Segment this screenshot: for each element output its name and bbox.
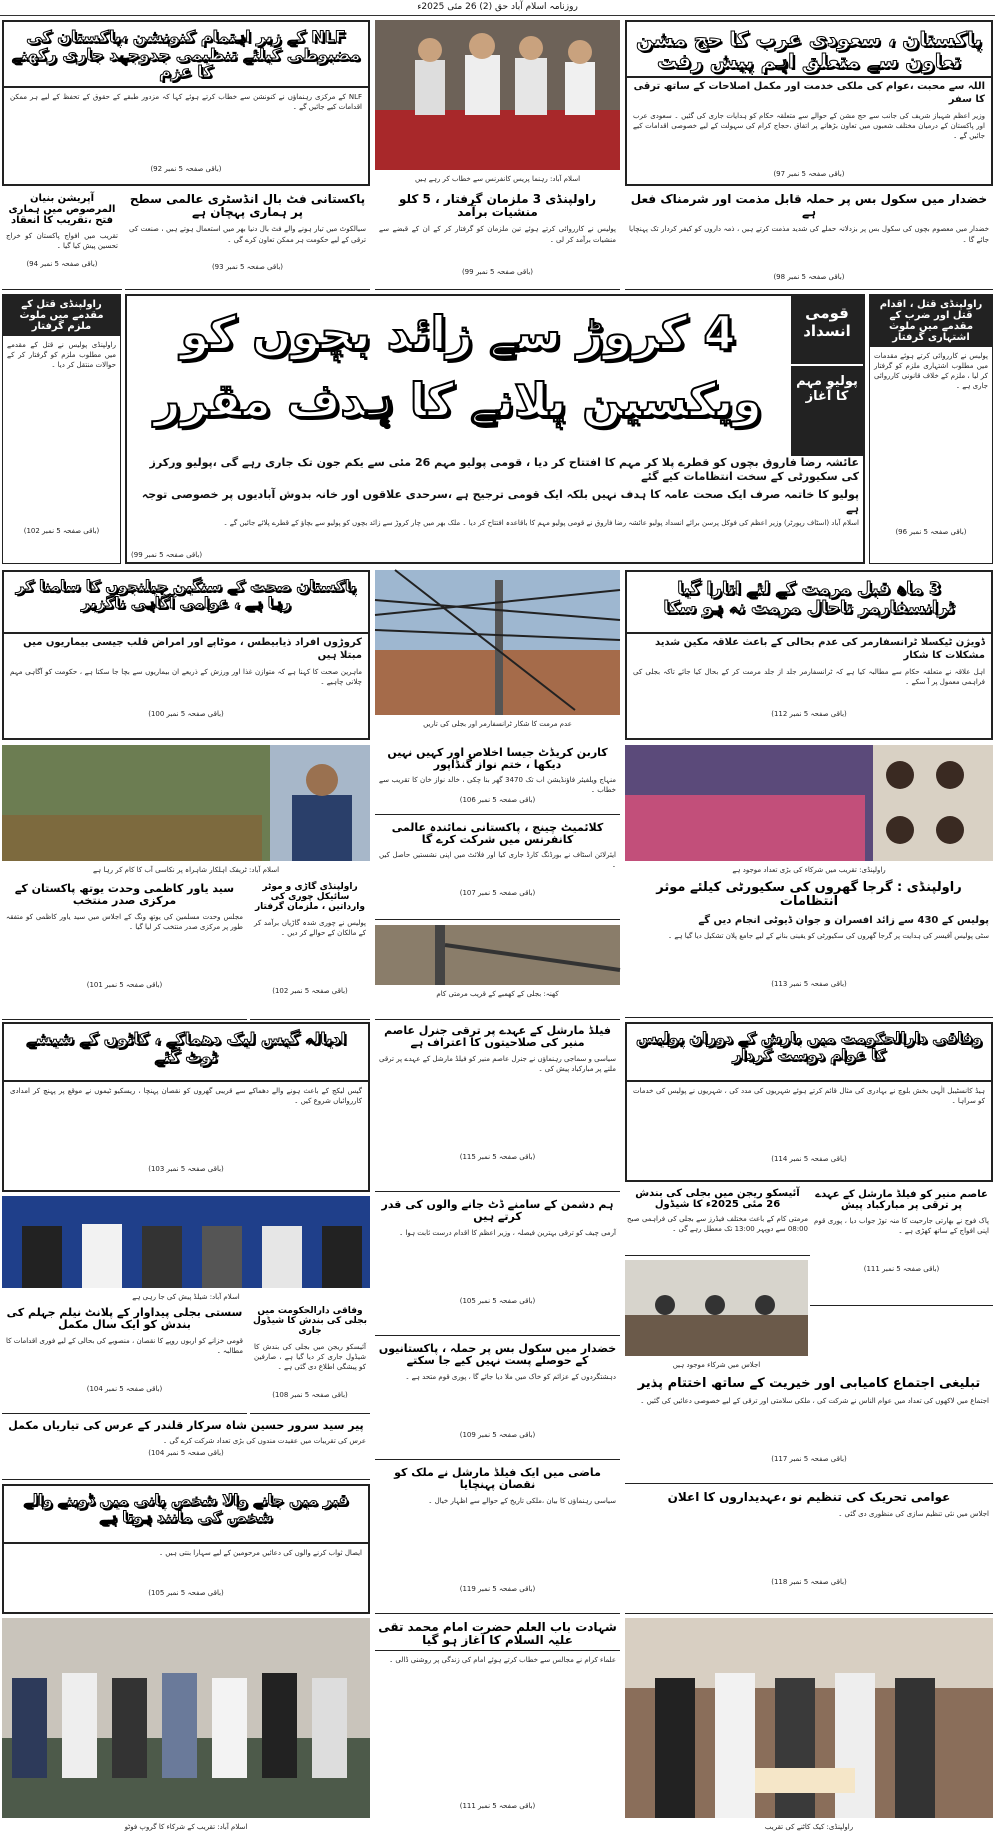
jump-line: (باقی صفحہ 5 نمبر 97)	[773, 170, 845, 178]
article-power-schedule	[625, 1186, 810, 1256]
headline: پاکستان صحت کے سنگین چیلنجوں کا سامنا کر رہا ہے ، عوامی آگاہی ناگزیر	[4, 572, 368, 634]
jump-line: (باقی صفحہ 5 نمبر 105)	[459, 1297, 536, 1306]
headline: آپریشن بنیان المرصوص میں ہماری فتح ،تقریب کا انعقاد	[8, 193, 116, 226]
article-carbon	[375, 745, 620, 815]
jump-line: (باقی صفحہ 5 نمبر 100)	[148, 710, 224, 718]
photo-caption: عدم مرمت کا شکار ٹرانسفارمر اور بجلی کی تاریں	[423, 720, 572, 728]
photo-group-bottom-left	[2, 1618, 370, 1836]
article-body: اجتماع میں لاکھوں کی تعداد میں عوام الناس نے شرکت کی ، ملکی سلامتی اور ترقی کے لیے خصوصی دعائیں کی گئیں ۔	[640, 1397, 989, 1406]
headline: خضدار میں سکول بس پر حملہ قابل مذمت اور شرمناک فعل ہے	[630, 192, 988, 220]
article-vehicle-theft	[250, 880, 370, 1020]
headline: قبر میں جانے والا شخص پانی میں ڈوبنے والے شخص کی مانند ہوتا ہے	[4, 1486, 368, 1544]
article-church-security	[625, 878, 993, 1018]
group-photo	[2, 1618, 370, 1818]
article-body: مجلس وحدت مسلمین کی یوتھ ونگ کے اجلاس میں سید یاور کاظمی کو متفقہ طور پر مرکزی صدر منتخب کر لیا گیا ۔	[6, 913, 243, 932]
headline: راولپنڈی قتل کے مقدمے میں ملوث ملزم گرفتار	[3, 295, 120, 336]
jump-line: (باقی صفحہ 5 نمبر 99)	[461, 268, 534, 277]
lead-jump-line: (باقی صفحہ 5 نمبر 99)	[131, 551, 203, 559]
meeting-photo	[625, 1260, 808, 1356]
headline: 3 ماہ قبل مرمت کے لئے اتارا گیا ٹرانسفارمر تاحال مرمت نہ ہو سکا	[627, 572, 991, 634]
photo-caption: راولپنڈی: کیک کاٹنے کی تقریب	[764, 1823, 854, 1831]
headline: وفاقی دارالحکومت میں بارش کے دوران پولیس کا عوام دوست کردار	[627, 1024, 991, 1082]
headline: عاصم منیر کو فیلڈ مارشل کے عہدے پر ترقی پر مبارکباد پیش	[815, 1189, 988, 1211]
photo-caption: اجلاس میں شرکاء موجود ہیں	[672, 1361, 761, 1369]
article-climate	[375, 820, 620, 920]
headline: کلائمیٹ چینج ، پاکستانی نمائندہ عالمی کانفرنس میں شرکت کرے گا	[391, 821, 604, 847]
lead-tag-box	[791, 296, 863, 456]
jump-line: (باقی صفحہ 5 نمبر 103)	[148, 1165, 224, 1173]
article-neelum-jhelum	[2, 1304, 247, 1414]
photo-cake-cutting	[625, 1618, 993, 1836]
headline: سستی بجلی پیداوار کے پلانٹ نیلم جہلم کی بندش کو ایک سال مکمل	[6, 1306, 243, 1332]
headline: پاکستانی فٹ بال انڈسٹری عالمی سطح پر ہماری پہچان ہے	[129, 192, 366, 220]
photo-caption: اسلام آباد: رہنما پریس کانفرنس سے خطاب کر رہے ہیں	[414, 175, 581, 183]
photo-caption: اسلام آباد: ٹریفک اہلکار شاہراہ پر نکاسی آب کا کام کر رہا ہے	[92, 866, 280, 874]
photo-shield-ceremony	[2, 1196, 370, 1301]
article-wanted-arrested	[869, 294, 993, 564]
article-body: اجلاس میں نئی تنظیم سازی کی منظوری دی گئی ۔	[838, 1510, 989, 1519]
article-body: گیس لیکج کے باعث ہونے والے دھماکے سے قریبی گھروں کو نقصان پہنچا ، ریسکیو ٹیموں نے موقع پر پہنچ کر امدادی کارروائیاں شروع کیں ۔	[10, 1087, 362, 1106]
lead-tag-2: پولیو مہم کا آغاز	[796, 374, 858, 404]
photo-wires	[375, 570, 620, 730]
jump-line: (باقی صفحہ 5 نمبر 94)	[26, 260, 98, 268]
article-body: دہشتگردوں کے عزائم کو خاک میں ملا دیا جائے گا ، پوری قوم متحد ہے ۔	[405, 1373, 616, 1382]
jump-line: (باقی صفحہ 5 نمبر 108)	[272, 1390, 348, 1399]
jump-line: (باقی صفحہ 5 نمبر 101)	[86, 981, 163, 990]
jump-line: (باقی صفحہ 5 نمبر 96)	[895, 528, 967, 536]
jump-line: (باقی صفحہ 5 نمبر 109)	[459, 1431, 536, 1440]
subheadline: پولیس کے 430 سے زائد افسران و جوان ڈیوٹی انجام دیں گے	[698, 914, 989, 926]
headline: راولپنڈی قتل ، اقدام قتل اور ضرب کے مقدمے میں ملوث اشتہاری گرفتار	[870, 295, 992, 347]
photo-caption: راولپنڈی: تقریب میں شرکاء کی بڑی تعداد موجود ہے	[732, 866, 886, 874]
headline: NLF کے زیر اہتمام کنونشن ،پاکستان کی مضبوطی کیلئے تنظیمی جدوجہد جاری رکھنے کا عزم	[4, 22, 368, 88]
article-body: سیاسی رہنماؤں کا بیان ،ملکی تاریخ کے حوالے سے اظہار خیال ۔	[428, 1497, 616, 1506]
lead-subheadline-2: پولیو کا خاتمہ صرف ایک صحت عامہ کا ہدف نہیں بلکہ ایک قومی ترجیح ہے ،سرحدی علاقوں اور خانہ بدوش آبادیوں پر خصوصی توجہ ہے	[141, 488, 859, 515]
jump-line: (باقی صفحہ 5 نمبر 118)	[771, 1578, 847, 1587]
jump-line: (باقی صفحہ 5 نمبر 102)	[272, 986, 348, 995]
jump-line: (باقی صفحہ 5 نمبر 93)	[211, 263, 284, 272]
photo-caption: کھنہ: بجلی کے کھمبے کے قریب مرمتی کام	[436, 990, 559, 998]
headline: آئیسکو ریجن میں بجلی کی بندش 26 مئی 2025ء کا شیڈول	[635, 1188, 800, 1210]
article-hajj	[625, 20, 993, 186]
photo-caption: اسلام آباد: تقریب کے شرکاء کا گروپ فوٹو	[124, 1823, 248, 1831]
article-body: مرمتی کام کے باعث مختلف فیڈرز سے بجلی کی فراہمی صبح 08:00 سے دوپہر 13:00 تک معطل رہے گی ۔	[627, 1215, 808, 1234]
headline: کاربن کریڈٹ جیسا اخلاص اور کہیں نہیں دیکھا ، ختم نواز گنڈاپور	[387, 746, 608, 772]
lead-story-polio	[125, 294, 865, 564]
article-transformer	[625, 570, 993, 740]
shield-ceremony-photo	[2, 1196, 370, 1288]
pole-photo	[375, 925, 620, 985]
article-urs	[2, 1418, 370, 1480]
jump-line: (باقی صفحہ 5 نمبر 92)	[150, 165, 222, 173]
article-body: قومی خزانے کو اربوں روپے کا نقصان ، منصوبے کی بحالی کے لیے فوری اقدامات کا مطالبہ ۔	[6, 1337, 243, 1356]
jump-line: (باقی صفحہ 5 نمبر 106)	[459, 796, 536, 805]
article-drama-festival	[375, 925, 620, 1020]
article-body: ایئرلائن اسٹاف نے بورڈنگ کارڈ جاری کیا اور فلائٹ میں اپنی نشستیں حاصل کیں ۔	[379, 851, 616, 870]
subheadline: اللہ سے محبت ،عوام کی ملکی خدمت اور مکمل اصلاحات کے ساتھ ترقی کا سفر	[633, 81, 985, 105]
headline: پاکستان ، سعودی عرب کا حج مشن تعاون سے متعلق اہم پیش رفت	[627, 22, 991, 78]
article-body: آئیسکو ریجن میں بجلی کی بندش کا شیڈول جاری کر دیا گیا ہے ، صارفین کو پیشگی اطلاع دی گئی ہے ۔	[254, 1342, 366, 1371]
article-body: آرمی چیف کو ترقی بہترین فیصلہ ، وزیر اعظم کا اقدام درست ثابت ہوا ۔	[399, 1229, 616, 1238]
jump-line: (باقی صفحہ 5 نمبر 113)	[771, 980, 847, 989]
article-body: سیاسی و سماجی رہنماؤں نے جنرل عاصم منیر کو فیلڈ مارشل کے عہدے پر ترقی ملنے پر مبارکباد پیش کی ۔	[379, 1055, 616, 1074]
headline: فیلڈ مارشل کے عہدے پر ترقی جنرل عاصم منیر کی صلاحیتوں کا اعتراف ہے	[384, 1024, 611, 1050]
article-imam-taqi	[375, 1618, 620, 1836]
jump-line: (باقی صفحہ 5 نمبر 104)	[148, 1449, 224, 1458]
event-photo	[625, 745, 993, 861]
article-body: عرس کی تقریبات میں عقیدت مندوں کی بڑی تعداد شرکت کرے گی ۔	[163, 1437, 366, 1446]
article-body: خضدار میں معصوم بچوں کی سکول بس پر بزدلانہ حملے کی شدید مذمت کرتے ہیں ، ذمہ داروں کو کیفر کردار تک پہنچایا جائے گا ۔	[629, 225, 989, 244]
lead-subheadline-1: عائشہ رضا فاروق بچوں کو قطرے پلا کر مہم کا افتتاح کر دیا ، قومی پولیو مہم 26 مئی سے یکم جون تک جاری رہے گی ،پولیو ورکرز کی سکیورٹی کے سخت انتظامات کیے گئے	[149, 456, 859, 483]
article-field-marshal-praise	[375, 1196, 620, 1336]
jump-line: (باقی صفحہ 5 نمبر 107)	[459, 889, 536, 898]
photo-event-hall	[625, 745, 993, 873]
photo-caption: اسلام آباد: شیلڈ پیش کی جا رہی ہے	[132, 1293, 240, 1301]
jump-line: (باقی صفحہ 5 نمبر 117)	[771, 1455, 847, 1464]
article-awami-tehreek	[625, 1488, 993, 1614]
jump-line: (باقی صفحہ 5 نمبر 112)	[771, 710, 847, 718]
subheadline: کروڑوں افراد ذیابیطس ، موٹاپے اور امراض قلب جیسی بیماریوں میں مبتلا ہیں	[23, 637, 362, 661]
article-body: علماء کرام نے مجالس سے خطاب کرتے ہوئے امام کی زندگی پر روشنی ڈالی ۔	[389, 1656, 616, 1665]
article-operation	[2, 190, 122, 290]
article-body: ہیڈ کانسٹیبل الٰہی بخش بلوچ نے بہادری کی مثال قائم کرتے ہوئے شہریوں کی مدد کی ، شہریوں نے پولیس کی خدمات کو سراہا ۔	[633, 1087, 985, 1106]
jump-line: (باقی صفحہ 5 نمبر 111)	[863, 1265, 940, 1273]
article-khuzdar	[625, 190, 993, 290]
headline: سید یاور کاظمی وحدت یوتھ پاکستان کے مرکزی صدر منتخب	[14, 882, 235, 908]
headline: پیر سید سرور حسین شاہ سرکار قلندر کے عرس کی تیاریاں مکمل	[8, 1419, 364, 1432]
article-asim-munir	[810, 1186, 993, 1306]
article-school-bus-attack	[375, 1340, 620, 1460]
photo-press-conference	[375, 20, 620, 183]
article-body: سٹی پولیس آفیسر کی ہدایت پر گرجا گھروں کی سکیورٹی کو یقینی بنانے کے لیے جامع پلان تشکیل دیا گیا ہے ۔	[668, 932, 989, 941]
traffic-warden-photo	[2, 745, 370, 861]
headline: عوامی تحریک کی تنظیم نو ،عہدیداروں کا اعلان	[667, 1490, 951, 1504]
lead-headline: 4 کروڑ سے زائد بچوں کو ویکسین پلانے کا ہدف مقرر	[154, 306, 762, 427]
lead-body: اسلام آباد (اسٹاف رپورٹر) وزیر اعظم کی فوکل پرسن برائے انسداد پولیو عائشہ رضا فاروق نے قومی پولیو مہم کا باقاعدہ افتتاح کر دیا ۔ ملک بھر میں چار کروڑ سے زائد بچوں کو پولیو سے بچاؤ کے قطرے پلائے جائیں گے ۔	[223, 519, 859, 527]
article-past-field-marshal	[375, 1464, 620, 1614]
article-power-schedule-federal	[250, 1304, 370, 1414]
jump-line: (باقی صفحہ 5 نمبر 115)	[459, 1153, 536, 1162]
jump-line: (باقی صفحہ 5 نمبر 104)	[86, 1385, 163, 1394]
headline: راولپنڈی 3 ملزمان گرفتار ، 5 کلو منشیات برآمد	[398, 192, 597, 220]
article-body: راولپنڈی پولیس نے قتل کے مقدمے میں مطلوب ملزم کو گرفتار کر کے حوالات منتقل کر دیا ۔	[7, 341, 116, 370]
cake-cutting-photo	[625, 1618, 993, 1818]
headline: راولپنڈی : گرجا گھروں کی سکیورٹی کیلئے موثر انتظامات	[656, 880, 962, 910]
subheadline: ڈویژن ٹیکسلا ٹرانسفارمر کی عدم بحالی کے باعث علاقہ مکین شدید مشکلات کا شکار	[655, 637, 985, 661]
photo-traffic-warden	[2, 745, 370, 875]
article-body: NLF کے مرکزی رہنماؤں نے کنونشن سے خطاب کرتے ہوئے کہا کہ مزدور طبقے کے حقوق کے تحفظ کے لیے ہر ممکن اقدامات کیے جائیں گے ۔	[10, 93, 362, 112]
headline: راولپنڈی گاڑی و موٹر سائیکل چوری کی وارداتیں ، ملزمان گرفتار	[255, 882, 365, 912]
transformer-photo	[375, 570, 620, 715]
article-gas-leak	[2, 1022, 370, 1192]
article-body: ماہرین صحت کا کہنا ہے کہ متوازن غذا اور ورزش کے ذریعے ان بیماریوں سے بچا جا سکتا ہے ، حکومت کو آگاہی مہم چلانی چاہیے ۔	[10, 668, 362, 687]
article-football	[125, 190, 370, 290]
jump-line: (باقی صفحہ 5 نمبر 102)	[23, 527, 100, 535]
article-tablighi	[625, 1374, 993, 1484]
jump-line: (باقی صفحہ 5 نمبر 111)	[459, 1802, 536, 1811]
jump-line: (باقی صفحہ 5 نمبر 105)	[148, 1589, 224, 1597]
headline: ماضی میں ایک فیلڈ مارشل نے ملک کو نقصان پہنچایا	[394, 1466, 601, 1492]
headline: وفاقی دارالحکومت میں بجلی کی بندش کا شیڈول جاری	[253, 1306, 367, 1336]
article-murder-arrest	[2, 294, 121, 564]
article-body: پولیس نے کارروائی کرتے ہوئے مقدمات میں مطلوب اشتہاری ملزم کو گرفتار کر لیا ، ملزم کے خلاف قانونی کارروائی جاری ہے ۔	[874, 352, 988, 391]
article-nlf	[2, 20, 370, 186]
article-body: پولیس نے چوری شدہ گاڑیاں برآمد کر کے مالکان کے حوالے کر دیں ۔	[254, 918, 366, 937]
jump-line: (باقی صفحہ 5 نمبر 119)	[459, 1585, 536, 1594]
article-kazmi	[2, 880, 247, 1020]
headline: شہادت باب العلم حضرت امام محمد تقی علیہ السلام کا آغاز ہو گیا	[375, 1618, 620, 1651]
lead-tag-1: قومی انسداد	[791, 296, 863, 366]
photo-meeting	[625, 1260, 808, 1370]
headline: ہم دشمن کے سامنے ڈٹ جانے والوں کی قدر کرتے ہیں	[381, 1198, 614, 1224]
headline: خضدار میں سکول بس پر حملہ ، پاکستانیوں کے حوصلے پست نہیں کیے جا سکتے	[378, 1342, 617, 1368]
article-body: منہاج ویلفیئر فاؤنڈیشن اب تک 3470 گھر بنا چکی ، خالد نواز خان کا تقریب سے خطاب ۔	[379, 776, 616, 795]
article-body: تقریب میں افواج پاکستان کو خراج تحسین پیش کیا گیا ۔	[6, 232, 118, 251]
jump-line: (باقی صفحہ 5 نمبر 114)	[771, 1155, 847, 1163]
jump-line: (باقی صفحہ 5 نمبر 98)	[773, 273, 845, 282]
headline: تبلیغی اجتماع کامیابی اور خیریت کے ساتھ اختتام پذیر	[637, 1376, 981, 1391]
article-police-rain	[625, 1022, 993, 1182]
article-grave	[2, 1484, 370, 1614]
article-body: وزیر اعظم شہباز شریف کی جانب سے حج مشن کے حوالے سے متعلقہ حکام کو ہدایات جاری کی گئیں ۔ سعودی عرب اور پاکستان کے درمیان مختلف شعبوں میں تعاون بڑھانے پر اتفاق ،حجاج کرام کی سہولت کے لیے خصوصی اقدامات کیے جائیں گے ۔	[633, 112, 985, 141]
article-body: پاک فوج نے بھارتی جارحیت کا منہ توڑ جواب دیا ، پوری قوم اپنی افواج کے ساتھ کھڑی ہے ۔	[814, 1217, 989, 1236]
masthead: روزنامہ اسلام آباد حق (2) 26 مئی 2025ء	[0, 0, 995, 16]
article-health	[2, 570, 370, 740]
headline: ادیالہ گیس لیک دھماکے ، کاٹوں کے شیشے ٹوٹ گئے	[4, 1024, 368, 1082]
article-body: ایصال ثواب کرنے والوں کی دعائیں مرحومین کے لیے سہارا بنتی ہیں ۔	[158, 1549, 362, 1557]
article-body: اہل علاقہ نے متعلقہ حکام سے مطالبہ کیا ہے کہ ٹرانسفارمر جلد از جلد مرمت کر کے بحال کیا جائے تاکہ بجلی کی فراہمی معمول پر آ سکے ۔	[633, 668, 985, 687]
article-body: سیالکوٹ میں تیار ہونے والے فٹ بال دنیا بھر میں استعمال ہوتے ہیں ، صنعت کی ترقی کے لیے حکومت ہر ممکن تعاون کرے گی ۔	[129, 225, 366, 244]
press-conference-photo	[375, 20, 620, 170]
article-field-marshal-skills	[375, 1022, 620, 1192]
article-rawalpindi-arrests	[375, 190, 620, 290]
article-body: پولیس نے کارروائی کرتے ہوئے تین ملزمان کو گرفتار کر کے ان کے قبضے سے منشیات برآمد کر لی ۔	[379, 225, 616, 244]
